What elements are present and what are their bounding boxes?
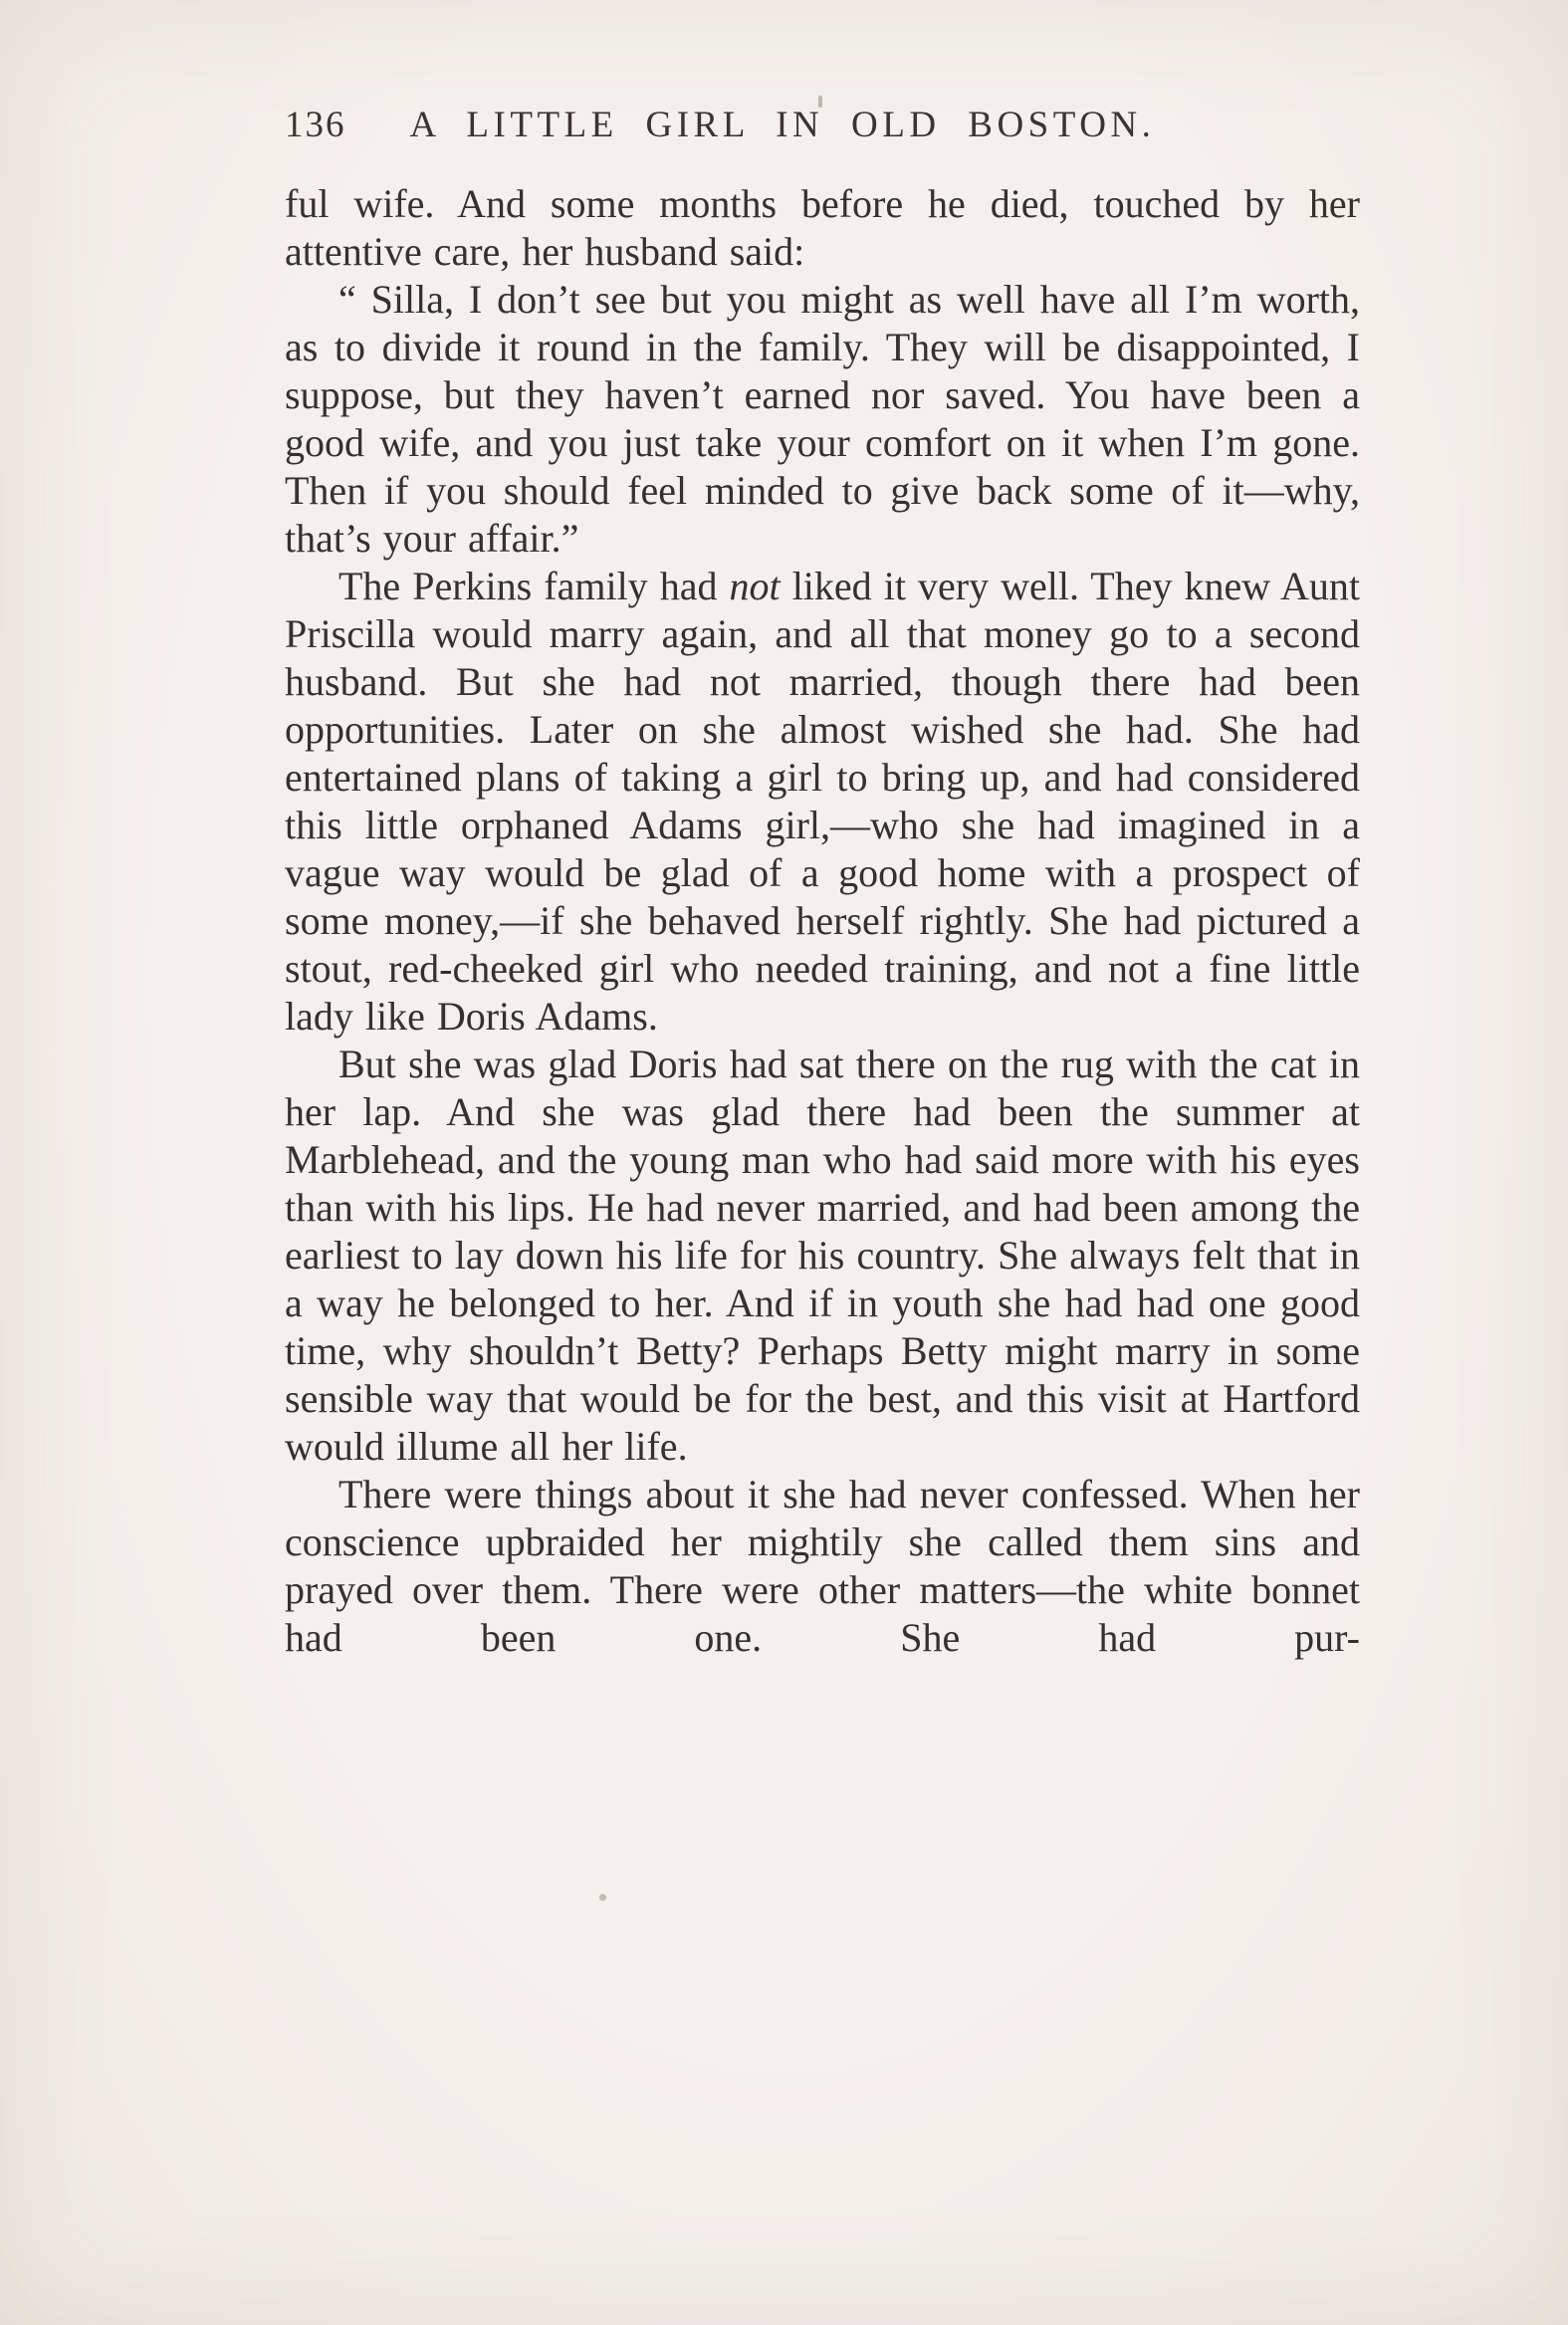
paragraph-continuation: ful wife. And some months before he died, touched by her attentive care, her husband said: [285, 181, 1360, 274]
italic-word: not [729, 564, 781, 608]
type-area [285, 104, 1360, 1662]
page-number: 136 [285, 105, 346, 145]
paragraph-quote: “ Silla, I don’t see but you might as well have all I’m worth, as to divide it round in the family. They will be disappointed, I suppose, but they haven’t earned nor saved. You have been a good wife, and you just take your comfort on it when I’m gone. Then if you should feel minded to give back some of it—why, that’s your affair.” [285, 277, 1360, 561]
paragraph-perkins-family [285, 563, 1360, 1041]
running-head [285, 104, 1360, 146]
text-block [285, 180, 1360, 1662]
paragraph-doris-rug: But she was glad Doris had sat there on the rug with the cat in her lap. And she was glad there had been the summer at Marblehead, and the young man who had said more with his eyes than with his lips. He had never married, and had been among the earliest to lay down his life for his country. She always felt that in a way he belonged to her. And if in youth she had had one good time, why shouldn’t Betty? Perhaps Betty might marry in some sensible way that would be for the best, and this visit at Hartford would illume all her life. [285, 1042, 1360, 1469]
scan-artifact-bottom [599, 1894, 606, 1901]
paragraph-confessions: There were things about it she had never confessed. When her conscience upbraided her mightily she called them sins and prayed over them. There were other matters—the white bonnet had been one. She had pur- [285, 1472, 1360, 1660]
running-header-title: A LITTLE GIRL IN OLD BOSTON. [409, 105, 1156, 145]
paragraph-segment: liked it very well. They knew Aunt Priscilla would marry again, and all that money go to a second husband. But she had not married, though there had been opportunities. Later on she almost wished she had. She had entertained plans of taking a girl to bring up, and had considered this little orphaned Adams girl,—who she had imagined in a vague way would be glad of a good home with a prospect of some money,—if she behaved herself rightly. She had pictured a stout, red-cheeked girl who needed training, and not a fine little lady like Doris Adams. [285, 564, 1361, 1039]
paragraph-segment: The Perkins family had [338, 564, 730, 608]
